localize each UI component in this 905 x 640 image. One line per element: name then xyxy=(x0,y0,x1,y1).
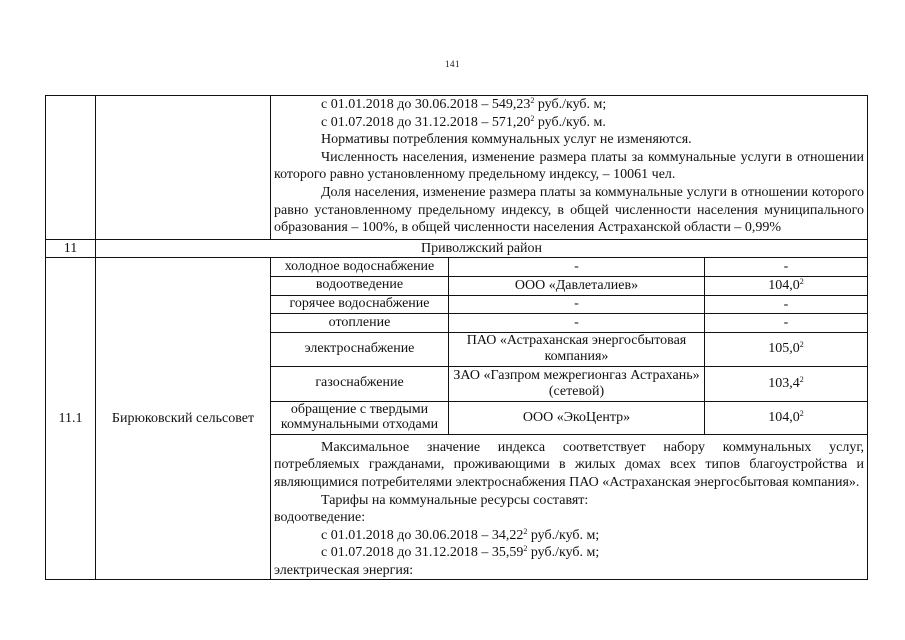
municipality-number: 11.1 xyxy=(46,258,96,580)
municipality-name: Бирюковский сельсовет xyxy=(96,258,271,580)
index-value: - xyxy=(705,295,868,314)
water-label: водоотведение: xyxy=(274,510,366,526)
service-row xyxy=(46,258,868,277)
share-paragraph: Доля населения, изменение размера платы за коммунальные услуги в отношении которого равно установленному предельному индексу, в общей численности населения муниципального образования – 100%, в общей численности населения Астраханской области – 0,99% xyxy=(274,184,865,236)
service-name: газоснабжение xyxy=(271,366,449,401)
max-index-paragraph: Максимальное значение индекса соответствует набору коммунальных услуг, потребляемых гражданами, проживающими в жилых домах всех типов благоустройства и являющимися потребителями электроснабжения ПАО «Астраханская энергосбытовая компания». xyxy=(274,439,865,490)
service-name: водоотведение xyxy=(271,276,449,295)
provider-name: - xyxy=(449,314,705,333)
page-number: 141 xyxy=(445,59,460,69)
region-name: Приволжский район xyxy=(96,239,868,258)
bottom-text-cell xyxy=(271,434,868,580)
tariff-line: с 01.07.2018 до 31.12.2018 – 35,59$^2$ руб./куб. м; xyxy=(321,544,600,561)
index-value: - xyxy=(705,314,868,333)
region-row xyxy=(46,239,868,258)
region-number: 11 xyxy=(46,239,96,258)
provider-name: ООО «ЭкоЦентр» xyxy=(449,401,705,434)
empty-name-cell xyxy=(96,96,271,240)
top-text-cell xyxy=(271,96,868,240)
provider-name: ПАО «Астраханская энергосбытовая компания» xyxy=(449,332,705,366)
population-paragraph: Численность населения, изменение размера платы за коммунальные услуги в отношении которого равно установленному предельному индексу, – 10061 чел. xyxy=(274,149,865,183)
index-value: - xyxy=(705,258,868,277)
service-name: холодное водоснабжение xyxy=(271,258,449,277)
provider-name: - xyxy=(449,258,705,277)
tariff-line: с 01.01.2018 до 30.06.2018 – 549,23$^2$ руб./куб. м; xyxy=(321,96,607,112)
index-value: 103,4$^2$ xyxy=(705,366,868,401)
service-name: обращение с твердыми коммунальными отходами xyxy=(271,401,449,434)
index-value: 105,0$^2$ xyxy=(705,332,868,366)
tariff-table xyxy=(45,95,868,580)
service-name: электроснабжение xyxy=(271,332,449,366)
provider-name: ЗАО «Газпром межрегионгаз Астрахань» (сетевой) xyxy=(449,366,705,401)
top-continuation-row xyxy=(46,96,868,240)
index-value: 104,0$^2$ xyxy=(705,276,868,295)
tariff-line: с 01.07.2018 до 31.12.2018 – 571,20$^2$ руб./куб. м. xyxy=(321,113,606,130)
index-value: 104,0$^2$ xyxy=(705,401,868,434)
norms-paragraph: Нормативы потребления коммунальных услуг не изменяются. xyxy=(321,132,692,148)
empty-number-cell xyxy=(46,96,96,240)
service-name: горячее водоснабжение xyxy=(271,295,449,314)
provider-name: ООО «Давлеталиев» xyxy=(449,276,705,295)
tariffs-heading: Тарифы на коммунальные ресурсы составят: xyxy=(321,492,589,508)
provider-name: - xyxy=(449,295,705,314)
service-name: отопление xyxy=(271,314,449,333)
tariff-line: с 01.01.2018 до 30.06.2018 – 34,22$^2$ руб./куб. м; xyxy=(321,526,600,543)
electric-label: электрическая энергия: xyxy=(274,562,414,578)
